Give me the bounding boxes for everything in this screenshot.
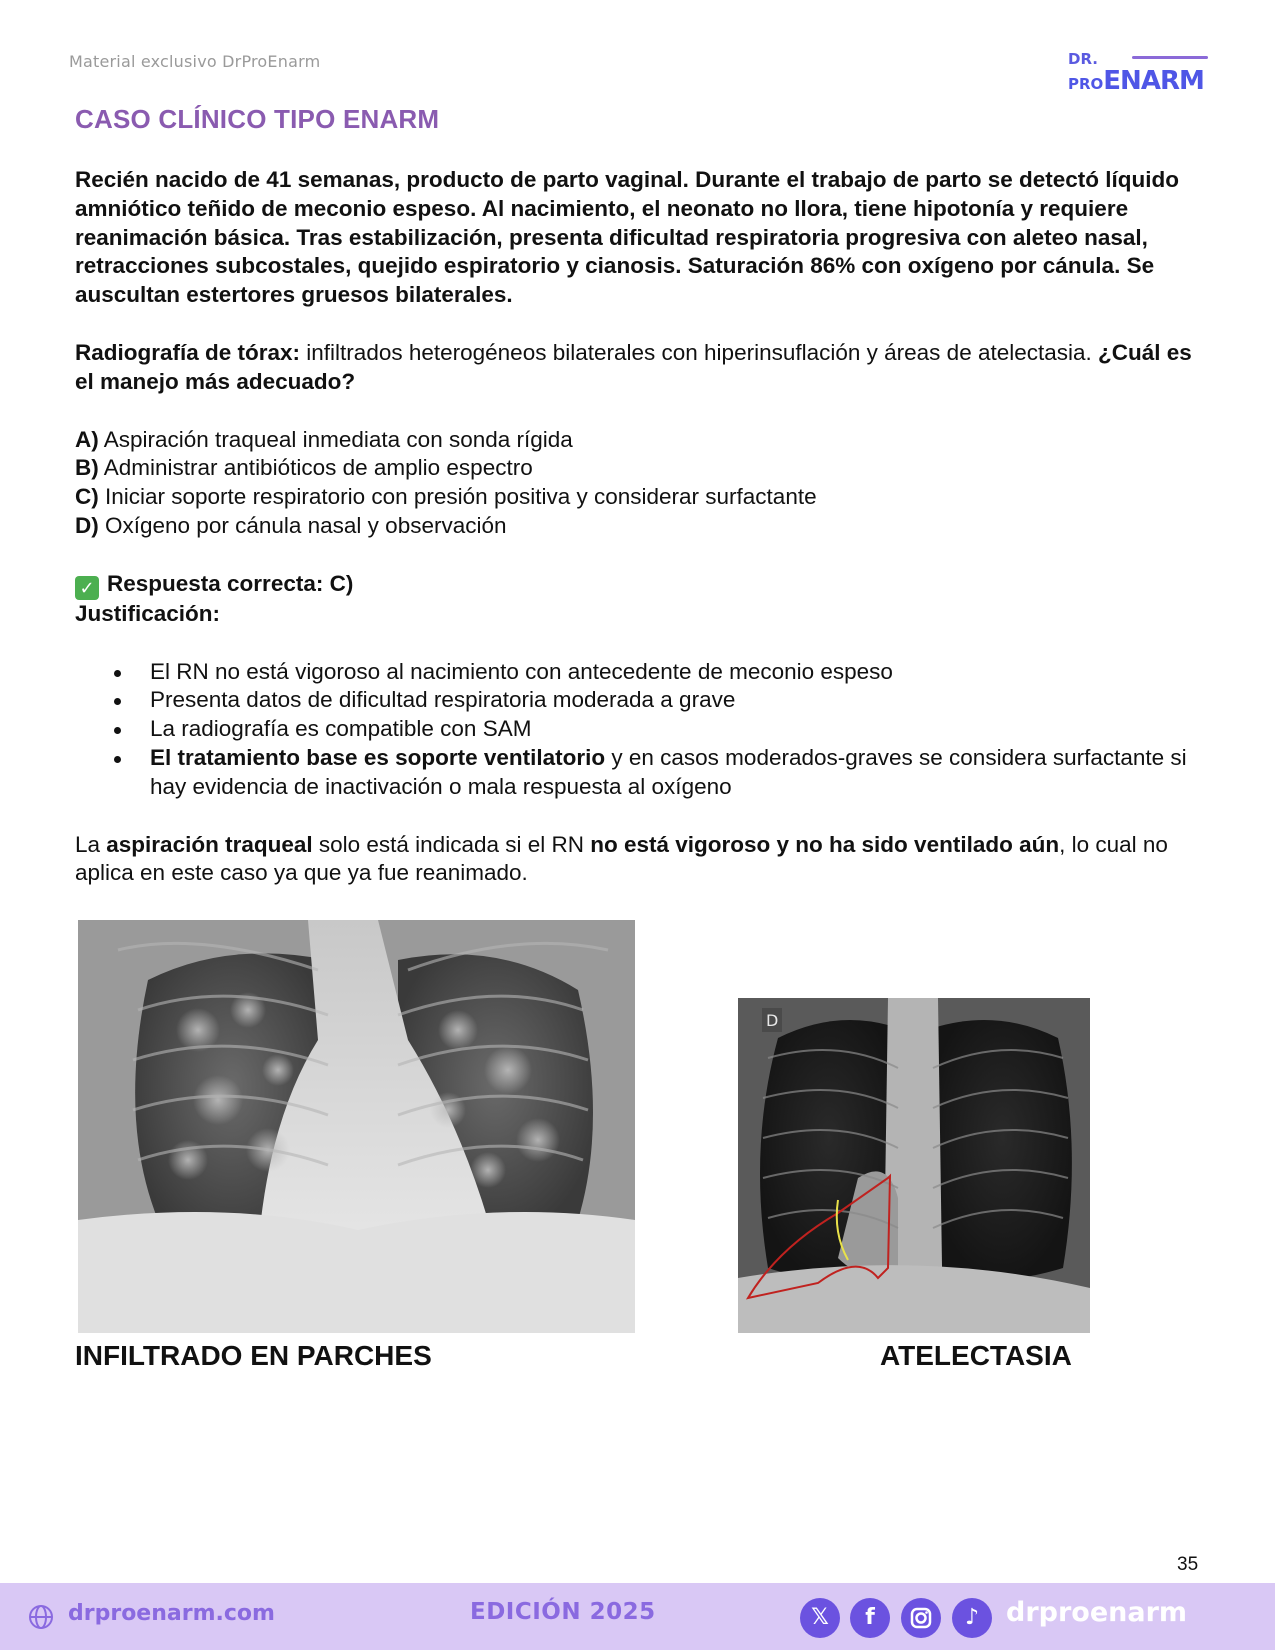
option-letter: C) xyxy=(75,484,99,510)
globe-icon xyxy=(28,1604,54,1630)
caption-atelectasis: ATELECTASIA xyxy=(880,1340,1072,1371)
note-text: La xyxy=(75,831,107,857)
option-letter: B) xyxy=(75,455,99,481)
justification-label: Justificación: xyxy=(75,600,221,626)
instagram-glyph xyxy=(901,1598,941,1638)
radiograph-paragraph xyxy=(75,339,1205,397)
list-item-text: y en casos moderados-graves se considera surfactante si hay evidencia de inactivación o mala respuesta al oxígeno xyxy=(150,744,1187,799)
instagram-icon[interactable] xyxy=(901,1598,941,1638)
check-mark-icon: ✓ xyxy=(75,576,99,600)
list-item: Presenta datos de dificultad respiratoria moderada a grave xyxy=(150,686,1205,715)
case-text: Recién nacido de 41 semanas, producto de parto vaginal. Durante el trabajo de parto se detectó líquido amniótico teñido de meconio espeso. Al nacimiento, el neonato no llora, tiene hipotonía y requiere reanimación básica. Tras estabilización, presenta dificultad respiratoria progresiva con aleteo nasal, retracciones subcostales, quejido espiratorio y cianosis. Saturación 86% con oxígeno por cánula. Se auscultan estertores gruesos bilaterales. xyxy=(75,167,1180,308)
drproenarm-logo xyxy=(1066,50,1208,94)
option-text: Oxígeno por cánula nasal y observación xyxy=(98,512,507,538)
logo-line2 xyxy=(1068,66,1204,96)
option-letter: D) xyxy=(75,512,99,538)
option-text: Iniciar soporte respiratorio con presión positiva y considerar surfactante xyxy=(98,484,817,510)
note-text: solo está indicada si el RN xyxy=(312,831,591,857)
answer-label: Respuesta correcta: C) xyxy=(107,570,354,596)
logo-pro: PRO xyxy=(1068,75,1104,93)
logo-accent-bar xyxy=(1132,56,1208,59)
note-bold: no está vigoroso y no ha sido ventilado aún xyxy=(590,831,1060,857)
website-link[interactable]: drproenarm.com xyxy=(68,1601,275,1626)
option-a xyxy=(75,426,1205,455)
answer-line xyxy=(75,570,1205,600)
logo-line1: DR. xyxy=(1068,50,1098,68)
question-text: ¿Cuál es el manejo más adecuado? xyxy=(75,339,1192,394)
social-handle[interactable]: drproenarm xyxy=(1006,1597,1188,1628)
footer-bar xyxy=(0,1583,1275,1650)
list-item: El RN no está vigoroso al nacimiento con antecedente de meconio espeso xyxy=(150,658,1205,687)
option-text: Administrar antibióticos de amplio espectro xyxy=(98,455,533,481)
option-letter: A) xyxy=(75,426,99,452)
options-list xyxy=(75,426,1205,541)
facebook-icon[interactable]: f xyxy=(850,1598,890,1638)
logo-enarm: ENARM xyxy=(1103,66,1204,96)
radiograph-text: infiltrados heterogéneos bilaterales con hiperinsuflación y áreas de atelectasia. xyxy=(300,339,1099,365)
note-bold: aspiración traqueal xyxy=(106,831,313,857)
option-text: Aspiración traqueal inmediata con sonda rígida xyxy=(98,426,573,452)
edition-label: EDICIÓN 2025 xyxy=(470,1599,656,1625)
image-marker: D xyxy=(766,1011,779,1030)
option-b xyxy=(75,454,1205,483)
watermark: Material exclusivo DrProEnarm xyxy=(69,52,321,71)
tiktok-icon[interactable]: ♪ xyxy=(952,1598,992,1638)
xray-patchy-infiltrate-image xyxy=(78,920,635,1333)
note-paragraph xyxy=(75,831,1205,889)
x-icon[interactable]: 𝕏 xyxy=(800,1598,840,1638)
option-c xyxy=(75,483,1205,512)
list-item xyxy=(150,744,1205,802)
list-item: La radiografía es compatible con SAM xyxy=(150,715,1205,744)
note-text: , lo cual no aplica en este caso ya que ya fue reanimado. xyxy=(75,831,1168,886)
justification-list xyxy=(75,658,1205,802)
caption-infiltrate: INFILTRADO EN PARCHES xyxy=(75,1340,432,1371)
page-number: 35 xyxy=(1177,1554,1199,1575)
radiograph-label: Radiografía de tórax: xyxy=(75,339,301,365)
page-title: CASO CLÍNICO TIPO ENARM xyxy=(75,104,440,134)
case-content xyxy=(75,166,1205,888)
list-item-bold: El tratamiento base es soporte ventilatorio xyxy=(150,744,606,770)
option-d xyxy=(75,512,1205,541)
xray-atelectasis-image xyxy=(738,998,1090,1333)
